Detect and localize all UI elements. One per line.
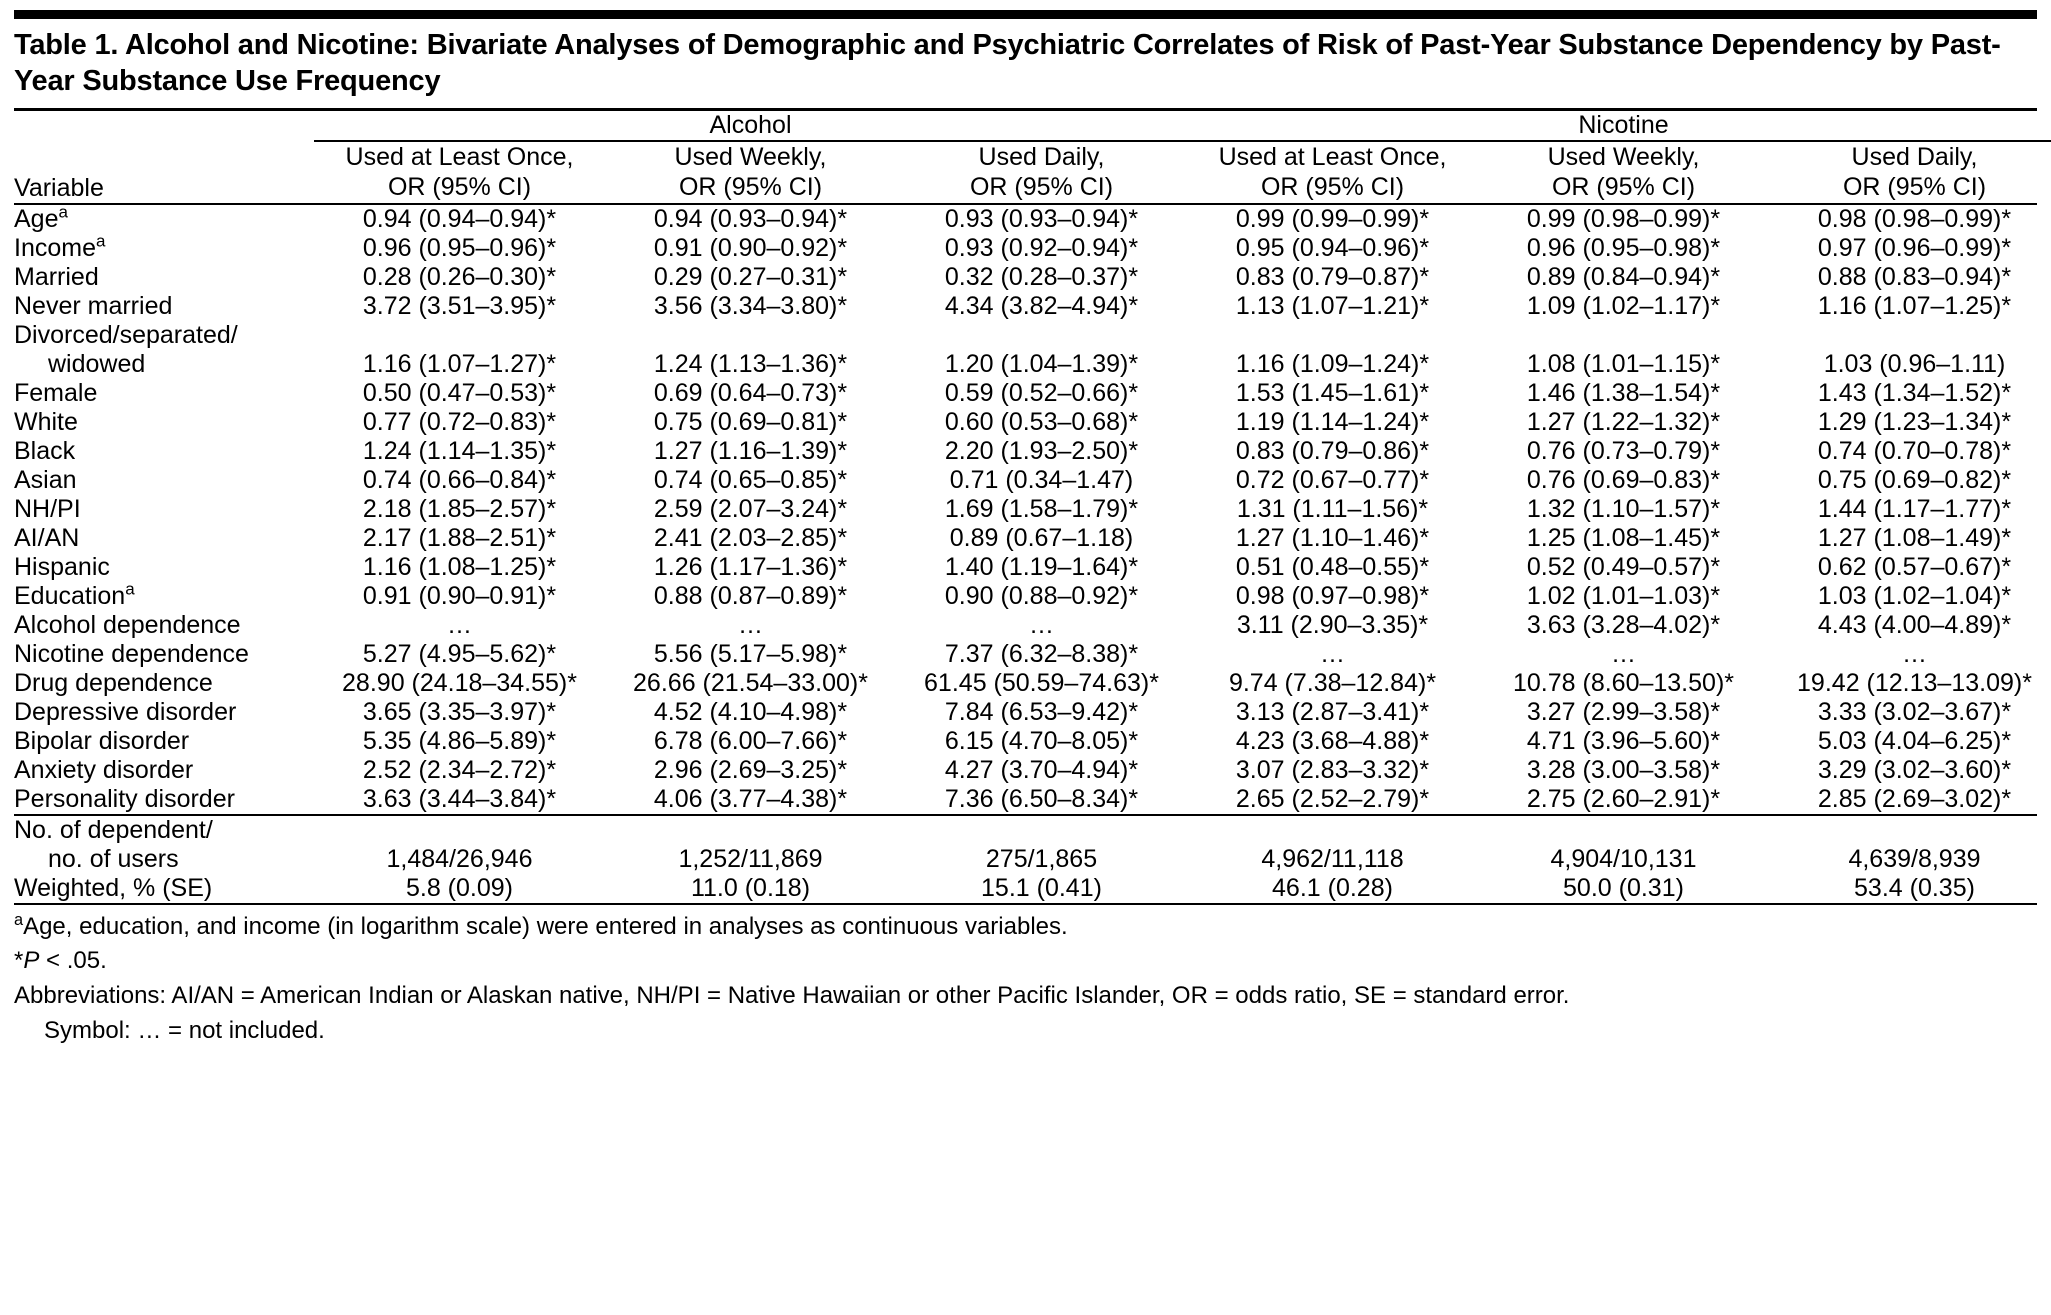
table-cell: 3.07 (2.83–3.32)*: [1235, 755, 1430, 784]
subheader-line1: Used Daily,: [978, 142, 1105, 171]
table-cell: 1.46 (1.38–1.54)*: [1526, 378, 1721, 407]
table-head: [14, 111, 2051, 203]
footnotes: [14, 905, 2037, 1047]
group-header-alcohol: Alcohol: [314, 111, 1187, 141]
table-cell: 0.52 (0.49–0.57)*: [1526, 552, 1721, 581]
row-label: AI/AN: [14, 523, 80, 552]
table-cell: 0.75 (0.69–0.82)*: [1817, 465, 2012, 494]
subheader-line2: OR (95% CI): [387, 173, 532, 201]
table-cell: 5.8 (0.09): [405, 873, 513, 902]
footnote-p-star: *: [14, 947, 24, 975]
table-cell: 2.17 (1.88–2.51)*: [362, 523, 557, 552]
table-cell: 0.88 (0.83–0.94)*: [1817, 262, 2012, 291]
table-cell: 2.65 (2.52–2.79)*: [1235, 784, 1430, 813]
table-row: [14, 408, 2051, 437]
table-cell: 1,484/26,946: [386, 844, 533, 873]
table-cell: 1.16 (1.09–1.24)*: [1235, 349, 1430, 378]
table-cell: …: [738, 610, 763, 639]
footnote-a-marker: a: [14, 910, 24, 929]
footnote-abbreviations: Abbreviations: AI/AN = American Indian or Alaskan native, NH/PI = Native Hawaiian or other Pacific Islander, OR = odds ratio, SE = standard error.: [14, 981, 1570, 1009]
table-cell: …: [1029, 610, 1054, 639]
row-label: Female: [14, 378, 98, 407]
table-row: [14, 437, 2051, 466]
table-cell: 0.95 (0.94–0.96)*: [1235, 233, 1430, 262]
table-cell: 5.03 (4.04–6.25)*: [1817, 726, 2012, 755]
row-label: Education$^a$: [14, 579, 135, 610]
table-cell: 0.32 (0.28–0.37)*: [944, 262, 1139, 291]
table-cell: 1.29 (1.23–1.34)*: [1817, 407, 2012, 436]
table-cell: 61.45 (50.59–74.63)*: [924, 668, 1159, 697]
table-cell: 1.27 (1.08–1.49)*: [1817, 523, 2012, 552]
table-row: [14, 756, 2051, 785]
table-cell: 0.74 (0.65–0.85)*: [653, 465, 848, 494]
column-header-alcohol-once: [314, 141, 605, 203]
row-label: Hispanic: [14, 552, 110, 581]
table-row: [14, 234, 2051, 263]
table-cell: 46.1 (0.28): [1272, 873, 1393, 902]
table-cell: 0.99 (0.99–0.99)*: [1235, 204, 1430, 233]
group-header-nicotine: Nicotine: [1187, 111, 2051, 141]
table-cell: 4.23 (3.68–4.88)*: [1235, 726, 1430, 755]
table-cell: 0.59 (0.52–0.66)*: [944, 378, 1139, 407]
row-label-continuation: no. of users: [48, 844, 179, 873]
table-cell: 0.88 (0.87–0.89)*: [653, 581, 848, 610]
table-cell: 4.52 (4.10–4.98)*: [653, 697, 848, 726]
subheader-line1: Used Daily,: [1851, 142, 1978, 171]
table-cell: 0.28 (0.26–0.30)*: [362, 262, 557, 291]
row-label: NH/PI: [14, 494, 81, 523]
row-label: Married: [14, 262, 99, 291]
table-cell: 0.74 (0.70–0.78)*: [1817, 436, 2012, 465]
table-cell: …: [447, 610, 472, 639]
table-cell: 5.27 (4.95–5.62)*: [362, 639, 557, 668]
table-cell: 275/1,865: [985, 844, 1098, 873]
table-cell: 1.32 (1.10–1.57)*: [1526, 494, 1721, 523]
table-title: Table 1. Alcohol and Nicotine: Bivariate Analyses of Demographic and Psychiatric Correlates of Risk of Past-Year Substance Dependency by Past-Year Substance Use Frequency: [14, 29, 2001, 98]
table-cell: 1.27 (1.22–1.32)*: [1526, 407, 1721, 436]
table-cell: …: [1320, 639, 1345, 668]
column-header-alcohol-weekly: [605, 141, 896, 203]
table-cell: 0.98 (0.98–0.99)*: [1817, 204, 2012, 233]
footnote-p: [14, 945, 2037, 977]
table-cell: 2.18 (1.85–2.57)*: [362, 494, 557, 523]
table-cell: 0.74 (0.66–0.84)*: [362, 465, 557, 494]
row-label: White: [14, 407, 78, 436]
row-label: Drug dependence: [14, 668, 213, 697]
table-cell: 1.03 (0.96–1.11): [1823, 349, 2006, 378]
table-cell: 4.34 (3.82–4.94)*: [944, 291, 1139, 320]
group-header-row: [14, 111, 2051, 141]
table-cell: 7.37 (6.32–8.38)*: [944, 639, 1139, 668]
table-cell: 15.1 (0.41): [981, 873, 1102, 902]
data-table: [14, 111, 2051, 203]
subheader-line2: OR (95% CI): [1842, 173, 1987, 201]
table-row: [14, 495, 2051, 524]
table-cell: 0.91 (0.90–0.91)*: [362, 581, 557, 610]
table-cell: 1.24 (1.14–1.35)*: [362, 436, 557, 465]
table-cell: 2.75 (2.60–2.91)*: [1526, 784, 1721, 813]
table-cell: 0.51 (0.48–0.55)*: [1235, 552, 1430, 581]
table-cell: 1.43 (1.34–1.52)*: [1817, 378, 2012, 407]
table-cell: 19.42 (12.13–13.09)*: [1797, 668, 2032, 697]
table-row: [14, 321, 2051, 379]
table-cell: 0.83 (0.79–0.87)*: [1235, 262, 1430, 291]
table-row: [14, 263, 2051, 292]
table-cell: 3.28 (3.00–3.58)*: [1526, 755, 1721, 784]
table-cell: 3.72 (3.51–3.95)*: [362, 291, 557, 320]
table-body: [14, 202, 2051, 814]
table-cell: 9.74 (7.38–12.84)*: [1228, 668, 1437, 697]
row-label: Personality disorder: [14, 784, 235, 813]
table-cell: 3.63 (3.28–4.02)*: [1526, 610, 1721, 639]
row-label-superscript: a: [95, 231, 106, 251]
table-cell: 0.97 (0.96–0.99)*: [1817, 233, 2012, 262]
table-cell: 0.77 (0.72–0.83)*: [362, 407, 557, 436]
table-cell: …: [1611, 639, 1636, 668]
table-row: [14, 205, 2051, 234]
table-row: [14, 669, 2051, 698]
table-cell: 0.90 (0.88–0.92)*: [944, 581, 1139, 610]
footnote-a-text: Age, education, and income (in logarithm scale) were entered in analyses as continuous variables.: [23, 912, 1068, 940]
row-label: Bipolar disorder: [14, 726, 190, 755]
table-cell: 0.62 (0.57–0.67)*: [1817, 552, 2012, 581]
row-label: Never married: [14, 291, 173, 320]
row-label-continuation: widowed: [48, 349, 146, 378]
table-cell: 0.83 (0.79–0.86)*: [1235, 436, 1430, 465]
subheader-line2: OR (95% CI): [678, 173, 823, 201]
data-table-body: [14, 202, 2051, 814]
row-label-superscript: a: [58, 202, 68, 222]
table-cell: 1.53 (1.45–1.61)*: [1235, 378, 1430, 407]
column-header-nicotine-weekly: [1478, 141, 1769, 203]
table-cell: 4.43 (4.00–4.89)*: [1817, 610, 2012, 639]
row-label: Divorced/separated/ widowed: [14, 321, 314, 379]
row-label: Weighted, % (SE): [14, 873, 213, 902]
table-cell: 2.85 (2.69–3.02)*: [1817, 784, 2012, 813]
table-cell: 1.27 (1.10–1.46)*: [1235, 523, 1430, 552]
table-cell: 2.59 (2.07–3.24)*: [653, 494, 848, 523]
table-cell: 1.19 (1.14–1.24)*: [1235, 407, 1430, 436]
table-row: [14, 727, 2051, 756]
row-label: Alcohol dependence: [14, 610, 241, 639]
table-cell: 1.40 (1.19–1.64)*: [944, 552, 1139, 581]
subheader-line1: Used at Least Once,: [1218, 142, 1447, 171]
subheader-line2: OR (95% CI): [1260, 173, 1405, 201]
table-cell: 0.93 (0.93–0.94)*: [944, 204, 1139, 233]
summary-body: [14, 816, 2051, 903]
table-cell: 1.26 (1.17–1.36)*: [653, 552, 848, 581]
subheader-line2: OR (95% CI): [1551, 173, 1696, 201]
column-header-nicotine-daily: [1769, 141, 2051, 203]
table-cell: 4.06 (3.77–4.38)*: [653, 784, 848, 813]
table-row: [14, 698, 2051, 727]
table-row: [14, 582, 2051, 611]
table-row: [14, 874, 2051, 903]
footnote-p-rest: < .05.: [39, 947, 107, 975]
table-cell: 5.56 (5.17–5.98)*: [653, 639, 848, 668]
table-cell: 0.76 (0.69–0.83)*: [1526, 465, 1721, 494]
table-cell: 4.71 (3.96–5.60)*: [1526, 726, 1721, 755]
row-label-superscript: a: [125, 579, 135, 599]
table-cell: 7.36 (6.50–8.34)*: [944, 784, 1139, 813]
table-cell: 0.29 (0.27–0.31)*: [653, 262, 848, 291]
row-label: No. of dependent/ no. of users: [14, 816, 314, 874]
table-cell: 28.90 (24.18–34.55)*: [342, 668, 577, 697]
row-label: Age$^a$: [14, 202, 68, 233]
table-cell: 5.35 (4.86–5.89)*: [362, 726, 557, 755]
table-cell: 3.63 (3.44–3.84)*: [362, 784, 557, 813]
table-cell: 7.84 (6.53–9.42)*: [944, 697, 1139, 726]
footnote-a: [14, 911, 2037, 943]
table-cell: 1.16 (1.07–1.25)*: [1817, 291, 2012, 320]
table-cell: …: [1902, 639, 1927, 668]
table-cell: 0.91 (0.90–0.92)*: [653, 233, 848, 262]
table-cell: 1.08 (1.01–1.15)*: [1526, 349, 1721, 378]
subheader-line2: OR (95% CI): [969, 173, 1114, 201]
footnote-p-italic: P: [23, 947, 40, 975]
footnote-symbol: Symbol: … = not included.: [44, 1016, 325, 1044]
table-cell: 0.76 (0.73–0.79)*: [1526, 436, 1721, 465]
sub-header-row: [14, 141, 2051, 203]
table-cell: 0.75 (0.69–0.81)*: [653, 407, 848, 436]
table-cell: 4,962/11,118: [1261, 844, 1404, 873]
table-row: [14, 524, 2051, 553]
table-cell: 1.13 (1.07–1.21)*: [1235, 291, 1430, 320]
table-cell: 3.29 (3.02–3.60)*: [1817, 755, 2012, 784]
table-cell: 2.96 (2.69–3.25)*: [653, 755, 848, 784]
table-row: [14, 553, 2051, 582]
table-cell: 1.16 (1.07–1.27)*: [362, 349, 557, 378]
table-cell: 2.20 (1.93–2.50)*: [944, 436, 1139, 465]
table-cell: 1.02 (1.01–1.03)*: [1526, 581, 1721, 610]
table-row: [14, 292, 2051, 321]
table-cell: 2.52 (2.34–2.72)*: [362, 755, 557, 784]
column-header-nicotine-once: [1187, 141, 1478, 203]
table-cell: 1.25 (1.08–1.45)*: [1526, 523, 1721, 552]
table-cell: 2.41 (2.03–2.85)*: [653, 523, 848, 552]
table-cell: 4.27 (3.70–4.94)*: [944, 755, 1139, 784]
table-cell: 0.93 (0.92–0.94)*: [944, 233, 1139, 262]
row-label: Asian: [14, 465, 77, 494]
top-rule: [14, 10, 2037, 19]
row-label: Income$^a$: [14, 231, 106, 262]
table-cell: 0.98 (0.97–0.98)*: [1235, 581, 1430, 610]
table-cell: 3.65 (3.35–3.97)*: [362, 697, 557, 726]
table-cell: 0.72 (0.67–0.77)*: [1235, 465, 1430, 494]
table-cell: 4,904/10,131: [1550, 844, 1697, 873]
table-cell: 6.78 (6.00–7.66)*: [653, 726, 848, 755]
table-cell: 1.03 (1.02–1.04)*: [1817, 581, 2012, 610]
table-cell: 1.27 (1.16–1.39)*: [653, 436, 848, 465]
table-cell: 3.13 (2.87–3.41)*: [1235, 697, 1430, 726]
table-cell: 3.33 (3.02–3.67)*: [1817, 697, 2012, 726]
table-cell: 3.27 (2.99–3.58)*: [1526, 697, 1721, 726]
table-cell: 1.20 (1.04–1.39)*: [944, 349, 1139, 378]
table-cell: 1.69 (1.58–1.79)*: [944, 494, 1139, 523]
subheader-line1: Used Weekly,: [674, 142, 827, 171]
table-row: [14, 611, 2051, 640]
table-cell: 10.78 (8.60–13.50)*: [1512, 668, 1734, 697]
table-cell: 0.50 (0.47–0.53)*: [362, 378, 557, 407]
column-header-variable: Variable: [14, 173, 104, 202]
table-cell: 53.4 (0.35): [1854, 873, 1975, 902]
table-cell: 1.31 (1.11–1.56)*: [1236, 494, 1429, 523]
table-cell: 0.96 (0.95–0.98)*: [1526, 233, 1721, 262]
table-row: [14, 466, 2051, 495]
table-cell: 0.96 (0.95–0.96)*: [362, 233, 557, 262]
table-cell: 1,252/11,869: [678, 844, 823, 873]
subheader-line1: Used at Least Once,: [345, 142, 574, 171]
row-label: Nicotine dependence: [14, 639, 249, 668]
table-cell: 3.56 (3.34–3.80)*: [653, 291, 848, 320]
table-cell: 0.89 (0.84–0.94)*: [1526, 262, 1721, 291]
table-row: [14, 785, 2051, 814]
subheader-line1: Used Weekly,: [1547, 142, 1700, 171]
table-cell: 1.09 (1.02–1.17)*: [1526, 291, 1721, 320]
table-cell: 0.60 (0.53–0.68)*: [944, 407, 1139, 436]
table-cell: 6.15 (4.70–8.05)*: [944, 726, 1139, 755]
table-cell: 50.0 (0.31): [1563, 873, 1684, 902]
table-cell: 0.94 (0.94–0.94)*: [362, 204, 557, 233]
summary-table: [14, 816, 2051, 903]
row-label: Black: [14, 436, 76, 465]
column-header-alcohol-daily: [896, 141, 1187, 203]
table-cell: 0.99 (0.98–0.99)*: [1526, 204, 1721, 233]
table-cell: 11.0 (0.18): [690, 873, 811, 902]
table-cell: 26.66 (21.54–33.00)*: [633, 668, 868, 697]
table-cell: 0.71 (0.34–1.47): [949, 465, 1134, 494]
table-cell: 0.89 (0.67–1.18): [949, 523, 1134, 552]
table-cell: 1.44 (1.17–1.77)*: [1817, 494, 2012, 523]
table-cell: 4,639/8,939: [1848, 844, 1981, 873]
table-cell: 3.11 (2.90–3.35)*: [1236, 610, 1429, 639]
table-cell: 0.69 (0.64–0.73)*: [653, 378, 848, 407]
table-cell: 1.24 (1.13–1.36)*: [653, 349, 848, 378]
group-header-spacer: [14, 111, 314, 141]
table-row: [14, 640, 2051, 669]
table-cell: 0.94 (0.93–0.94)*: [653, 204, 848, 233]
table-row: [14, 379, 2051, 408]
row-label: Anxiety disorder: [14, 755, 194, 784]
table-row: [14, 816, 2051, 874]
table-cell: 1.16 (1.08–1.25)*: [362, 552, 557, 581]
row-label: Depressive disorder: [14, 697, 237, 726]
